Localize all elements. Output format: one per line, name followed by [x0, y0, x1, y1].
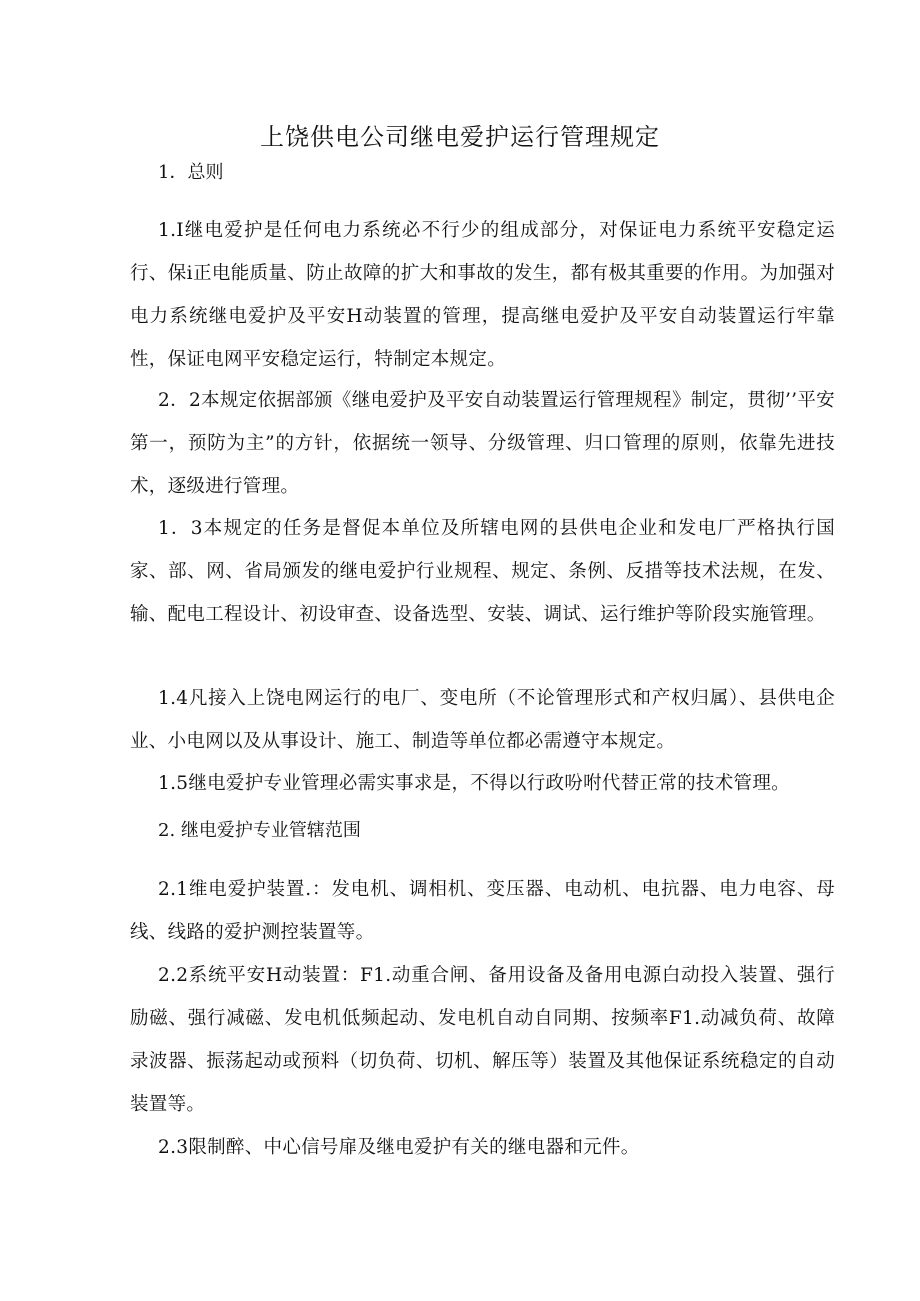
section-heading-scope: 2. 继电爱护专业管辖范围: [158, 820, 361, 841]
paragraph-2-2: 2.2系统平安H动装置：F1.动重合闸、备用设备及备用电源白动投入装置、强行励磁、强行减磁、发电机低频起动、发电机自动自同期、按频率F1.动减负荷、故障录波器、振荡起动或预料（切负荷、切机、解压等）装置及其他保证系统稳定的自动装置等。: [130, 965, 835, 1115]
paragraph-1-1: 1.I继电爱护是任何电力系统必不行少的组成部分，对保证电力系统平安稳定运行、保i正电能质量、防止故障的扩大和事故的发生，都有极其重要的作用。为加强对电力系统继电爱护及平安H动装置的管理，提高继电爱护及平安自动装置运行牢靠性，保证电网平安稳定运行，特制定本规定。: [130, 220, 835, 370]
paragraph-2-1: 2.1维电爱护装置.：发电机、调相机、变压器、电动机、电抗器、电力电容、母线、线路的爱护测控装置等。: [130, 879, 835, 943]
paragraph-2-3: 2.3限制醉、中心信号扉及继电爱护有关的继电器和元件。: [158, 1137, 640, 1158]
document-title: 上饶供电公司继电爱护运行管理规定: [260, 123, 660, 151]
section-heading-general: 1．总则: [158, 162, 224, 183]
paragraph-1-2: 2．2本规定依据部颁《继电爱护及平安自动装置运行管理规程》制定，贯彻’’平安第一，预防为主”的方针，依据统一领导、分级管理、归口管理的原则，依靠先进技术，逐级进行管理。: [130, 390, 835, 497]
paragraph-1-5: 1.5继电爱护专业管理必需实事求是，不得以行政吩咐代替正常的技术管理。: [158, 773, 790, 794]
paragraph-1-4: 1.4凡接入上饶电网运行的电厂、变电所（不论管理形式和产权归属）、县供电企业、小电网以及从事设计、施工、制造等单位都必需遵守本规定。: [130, 688, 835, 752]
paragraph-1-3: 1．3本规定的任务是督促本单位及所辖电网的县供电企业和发电厂严格执行国家、部、网、省局颁发的继电爱护行业规程、规定、条例、反措等技术法规，在发、输、配电工程设计、初设审查、设备选型、安装、调试、运行维护等阶段实施管理。: [130, 518, 835, 625]
